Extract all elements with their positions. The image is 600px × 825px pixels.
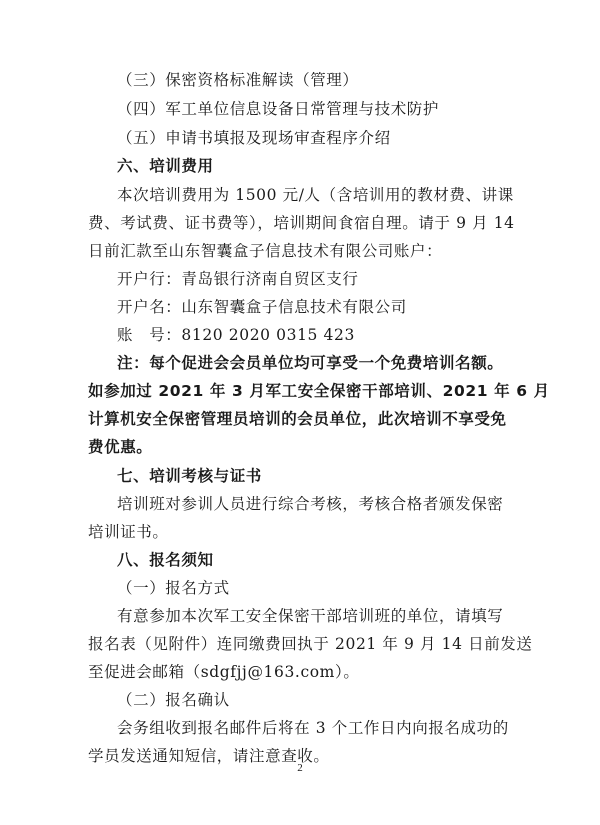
list-item-4: （四）军工单位信息设备日常管理与技术防护: [117, 100, 440, 118]
paragraph-line: 至促进会邮箱（sdgfjj@163.com）。: [88, 663, 360, 681]
paragraph-line: 报名表（见附件）连同缴费回执于 2021 年 9 月 14 日前发送: [88, 635, 533, 653]
section-heading-7: 七、培训考核与证书: [117, 467, 262, 485]
paragraph-line: 本次培训费用为 1500 元/人（含培训用的教材费、讲课: [117, 186, 514, 204]
note-line: 费优惠。: [88, 438, 153, 456]
paragraph-line: 培训证书。: [88, 523, 169, 541]
note-line: 如参加过 2021 年 3 月军工安全保密干部培训、2021 年 6 月: [88, 382, 550, 400]
note-line: 注：每个促进会会员单位均可享受一个免费培训名额。: [117, 354, 504, 372]
subheading-2: （二）报名确认: [117, 691, 230, 709]
section-heading-8: 八、报名须知: [117, 551, 214, 569]
account-number-line: 账 号：8120 2020 0315 423: [117, 326, 355, 344]
paragraph-line: 会务组收到报名邮件后将在 3 个工作日内向报名成功的: [117, 719, 509, 737]
subheading-1: （一）报名方式: [117, 579, 230, 597]
paragraph-line: 日前汇款至山东智囊盒子信息技术有限公司账户：: [88, 242, 443, 260]
paragraph-line: 培训班对参训人员进行综合考核，考核合格者颁发保密: [117, 495, 504, 513]
paragraph-line: 费、考试费、证书费等），培训期间食宿自理。请于 9 月 14: [88, 214, 515, 232]
section-heading-6: 六、培训费用: [117, 157, 214, 175]
bank-name-line: 开户行：青岛银行济南自贸区支行: [117, 270, 359, 288]
list-item-3: （三）保密资格标准解读（管理）: [117, 71, 359, 89]
paragraph-line: 学员发送通知短信，请注意查收。: [88, 747, 330, 765]
note-line: 计算机安全保密管理员培训的会员单位，此次培训不享受免: [88, 410, 507, 428]
page-number: 2: [297, 762, 303, 774]
account-name-line: 开户名：山东智囊盒子信息技术有限公司: [117, 298, 407, 316]
paragraph-line: 有意参加本次军工安全保密干部培训班的单位，请填写: [117, 607, 504, 625]
list-item-5: （五）申请书填报及现场审查程序介绍: [117, 129, 391, 147]
